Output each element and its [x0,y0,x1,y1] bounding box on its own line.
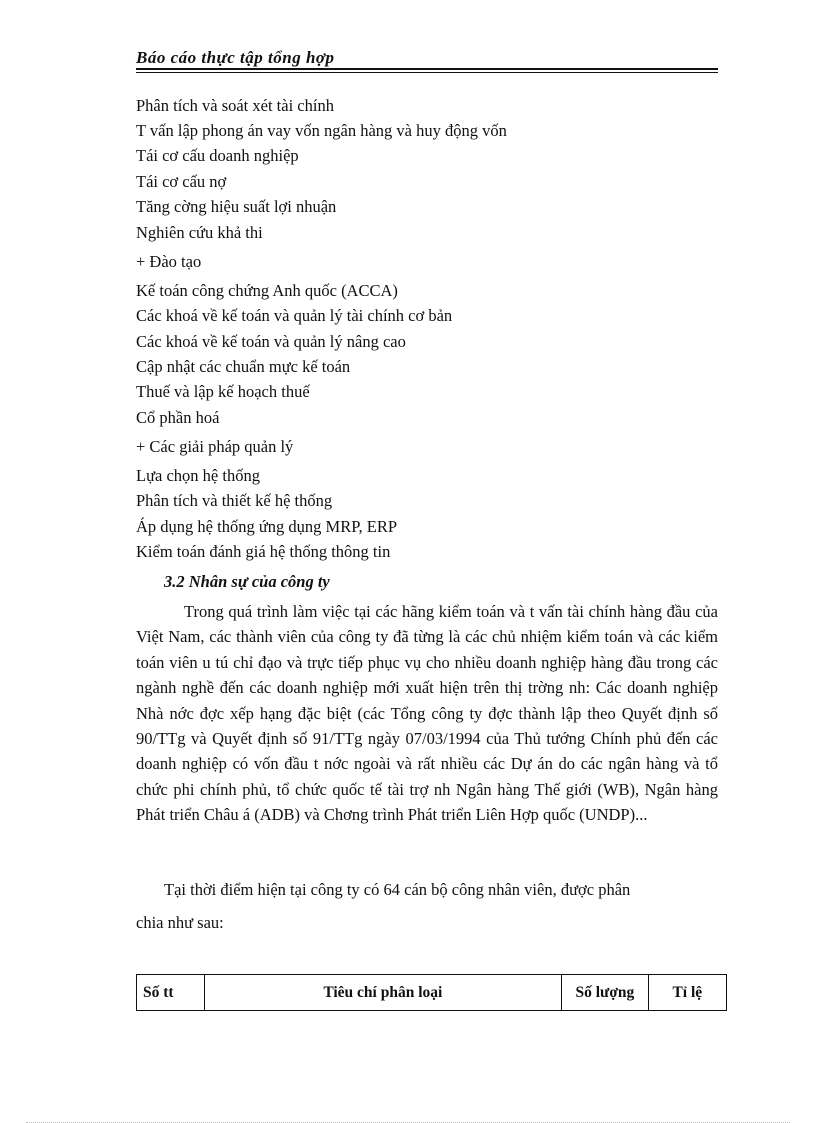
list-item: Cập nhật các chuẩn mực kế toán [136,357,351,376]
col-header-number: Số tt [137,975,205,1011]
list-item: Tái cơ cấu nợ [136,172,227,191]
col-header-ratio: Tỉ lệ [648,975,726,1011]
body-paragraph-2-line-1: Tại thời điểm hiện tại công ty có 64 cán bộ công nhân viên, được phân [164,880,631,899]
list-item: Phân tích và thiết kế hệ thống [136,491,333,510]
list-item: Các khoá về kế toán và quản lý nâng cao [136,332,406,351]
body-paragraph: Trong quá trình làm việc tại các hãng kiểm toán và t vấn tài chính hàng đầu của Việt Nam, các thành viên của công ty đã từng là các chủ nhiệm kiểm toán và các kiểm toán viên u tú chỉ đạo và trực tiếp phục vụ cho nhiều doanh nghiệp hàng đầu trong các ngành nghề đến các doanh nghiệp mới xuất hiện trên thị trờng nh: Các doanh nghiệp Nhà nớc đợc xếp hạng đặc biệt (các Tổng công ty đợc thành lập theo Quyết định số 90/TTg và Quyết định số 91/TTg ngày 07/03/1994 của Thủ tướng Chính phủ đến các doanh nghiệp có vốn đầu t nớc ngoài và rất nhiều các Dự án do các ngân hàng và tổ chức phi chính phủ, tổ chức quốc tế tài trợ nh Ngân hàng Thế giới (WB), Ngân hàng Phát triển Châu á (ADB) và Chơng trình Phát triển Liên Hợp quốc (UNDP)... [136,602,718,825]
body-paragraph-2-line-2: chia như sau: [136,913,224,932]
list-item: Cổ phần hoá [136,408,220,427]
list-item: T vấn lập phong án vay vốn ngân hàng và huy động vốn [136,121,507,140]
list-item: Tăng cờng hiệu suất lợi nhuận [136,197,337,216]
subheading-training: + Đào tạo [136,252,202,271]
header-rule-thin [136,72,718,73]
section-heading: 3.2 Nhân sự của công ty [164,572,330,591]
col-header-criteria: Tiêu chí phân loại [204,975,562,1011]
table-header-row [137,975,727,1011]
list-item: Tái cơ cấu doanh nghiệp [136,146,299,165]
list-item: Nghiên cứu khả thi [136,223,263,242]
staff-table [136,974,727,1011]
list-item: Lựa chọn hệ thống [136,466,260,485]
header-rule-thick [136,68,718,70]
list-item: Kiểm toán đánh giá hệ thống thông tin [136,542,391,561]
list-item: Phân tích và soát xét tài chính [136,96,334,115]
list-item: Các khoá về kế toán và quản lý tài chính cơ bản [136,306,453,325]
list-item: Áp dụng hệ thống ứng dụng MRP, ERP [136,517,398,536]
subheading-management-solutions: + Các giải pháp quản lý [136,437,294,456]
list-item: Kế toán công chứng Anh quốc (ACCA) [136,281,398,300]
list-item: Thuế và lập kế hoạch thuế [136,382,310,401]
col-header-quantity: Số lượng [562,975,649,1011]
running-header: Báo cáo thực tập tổng hợp [136,48,335,67]
